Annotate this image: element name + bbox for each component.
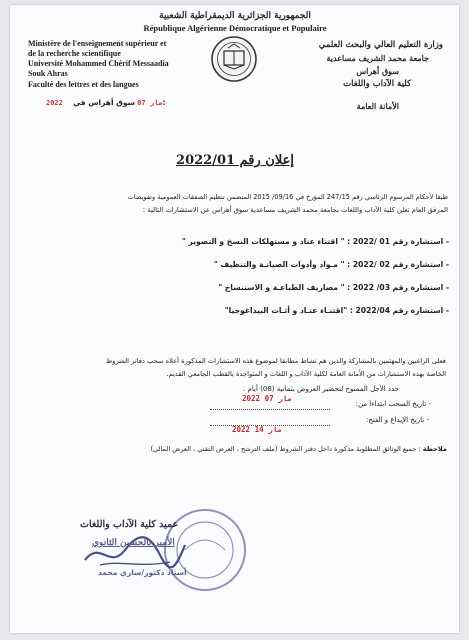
note-label: ملاحظة	[422, 445, 447, 453]
date-label: سوق أهراس في:	[73, 98, 166, 107]
consultation-item: - استشارة رقم 02 /2022 : " مـواد وأدوات الصيانـة والتنظيف "	[213, 260, 449, 269]
body-line-2: الخاصة بهذه الاستشارات من الأمانة العامة لكلية الآداب و اللغات و المتواجدة بالقطب الجامعي القديم.	[166, 370, 446, 378]
ministry-arabic: وزارة التعليم العالي والبحث العلمي	[318, 40, 443, 50]
deadline-text: حدد الأجل الممنوح لتحضير العروض بثمانية (08) أيام .	[243, 385, 399, 393]
document-page	[10, 5, 459, 633]
university-logo-icon	[210, 35, 258, 83]
intro-line-2: المرفق العام تعلن كلية الآداب واللغات بجامعة محمد الشريف مساعدية سوق أهراس عن الاستشارات التالية :	[142, 206, 448, 214]
withdraw-label: - تاريخ السحب ابتداءا من:	[355, 400, 431, 408]
consultation-item: - استشارة رقم 01 /2022 : " اقتناء عتاد و مستهلكات النسخ و التصوير "	[181, 237, 449, 246]
intro-line-1: طبقا لأحكام المرسوم الرئاسي رقم 247/15 المؤرخ في 09/16/ 2015 المتضمن تنظيم الصفقات العمومية وتفويضات	[127, 193, 448, 201]
ministry-french-line2: de la recherche scientifique	[28, 49, 121, 58]
university-arabic: جامعة محمد الشريف مساعدية	[326, 53, 429, 63]
secretariat-label: الأمانة العامة	[356, 101, 399, 111]
body-line-1: فعلى الراغبين والمهتمين بالمشاركة والذين هم نشاط مطابقا لموضوع هذه الاستشارات المذكورة أعلاه سحب دفاتر الشروط	[106, 357, 446, 365]
secondary-signatory: أستاذ دكتور/ساري محمد	[98, 568, 187, 577]
deposit-label: - تاريخ الإيداع و الفتح:	[365, 416, 429, 424]
university-french: Université Mohammed Chérif Messaadia	[28, 59, 169, 68]
note-line	[150, 445, 447, 453]
consultation-item: - استشارة رقم 2022/04 : "اقتنـاء عتـاد و أثـاث البيداغوجيا"	[224, 306, 449, 315]
date-stamp: 2022 مار 07	[46, 99, 163, 107]
dean-title: عميد كلية الآداب واللغات	[80, 519, 179, 530]
withdraw-dotted-line	[210, 403, 330, 410]
republic-arabic: الجمهورية الجزائرية الديمقراطية الشعبية	[159, 11, 311, 21]
date-line	[46, 98, 165, 107]
city-arabic: سوق أهراس	[356, 66, 399, 76]
dean-name: الأمير بالحسين الثانوي	[92, 538, 175, 548]
note-text: : جميع الوثائق المطلوبة مذكورة داخل دفتر الشروط (ملف الترشح ، العرض التقني ، العرض المالي)	[150, 445, 421, 453]
announcement-title: إعلان رقم 2022/01	[176, 153, 294, 168]
withdraw-date-stamp: 2022 مار 07	[242, 394, 292, 403]
faculty-arabic: كلية الآداب واللغات	[343, 79, 411, 89]
republic-french: République Algérienne Démocratique et Populaire	[143, 23, 327, 33]
faculty-french: Faculté des lettres et des langues	[28, 80, 139, 89]
city-french: Souk Ahras	[28, 69, 68, 78]
ministry-french-line1: Ministère de l'enseignement supérieur et	[28, 39, 167, 48]
deposit-date-stamp: 2022 مار 14	[232, 425, 282, 434]
consultation-item: - استشارة رقم 03/ 2022 : " مصاريف الطباعـة و الاستنساخ "	[218, 283, 449, 292]
